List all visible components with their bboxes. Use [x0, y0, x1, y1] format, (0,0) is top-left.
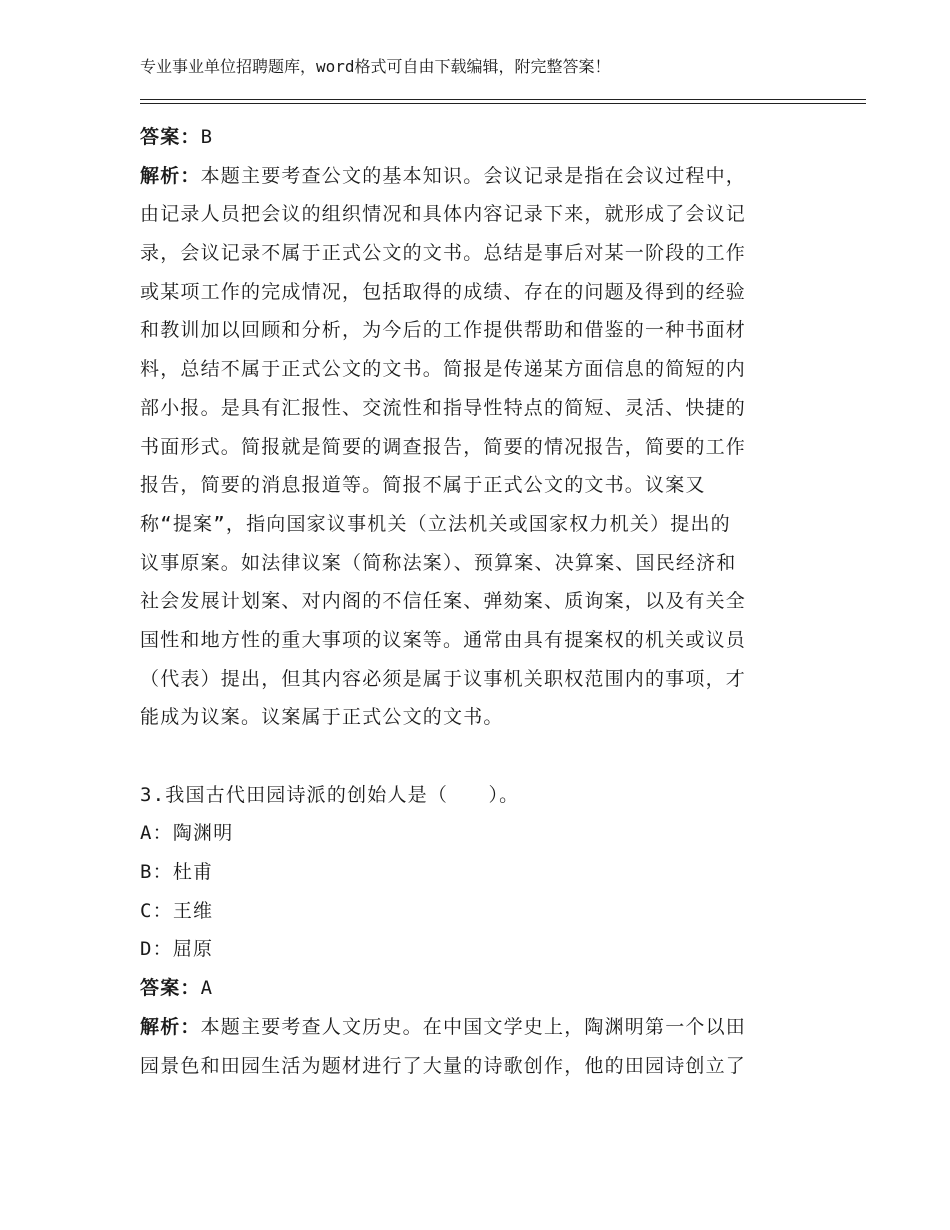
- q3-question: 3.我国古代田园诗派的创始人是（ ）。: [140, 783, 520, 806]
- option-a: A：陶渊明: [140, 822, 234, 845]
- analysis-label: 解析：: [140, 1015, 201, 1038]
- analysis-text: 本题主要考查人文历史。在中国文学史上，陶渊明第一个以田: [200, 1015, 747, 1038]
- q2-analysis-line: （代表）提出，但其内容必须是属于议事机关职权范围内的事项，才: [140, 667, 747, 690]
- q3-analysis-line: [140, 1008, 800, 1047]
- q2-analysis-line: 或某项工作的完成情况，包括取得的成绩、存在的问题及得到的经验: [140, 280, 747, 303]
- blank-line: [140, 737, 800, 776]
- q2-analysis-line: 国性和地方性的重大事项的议案等。通常由具有提案权的机关或议员: [140, 628, 747, 651]
- page-header: 专业事业单位招聘题库，word格式可自由下载编辑，附完整答案！: [140, 57, 611, 76]
- option-b: B：杜甫: [140, 861, 214, 884]
- q3-answer: [140, 969, 800, 1008]
- q3-analysis-line: 园景色和田园生活为题材进行了大量的诗歌创作，他的田园诗创立了: [140, 1054, 747, 1077]
- q2-analysis-line: 录，会议记录不属于正式公文的文书。总结是事后对某一阶段的工作: [140, 242, 747, 265]
- option-c: C：王维: [140, 899, 214, 922]
- q2-analysis-line: 由记录人员把会议的组织情况和具体内容记录下来，就形成了会议记: [140, 203, 747, 226]
- analysis-label: 解析：: [140, 164, 201, 187]
- q2-analysis-line: 书面形式。简报就是简要的调查报告，简要的情况报告，简要的工作: [140, 435, 747, 458]
- q2-analysis-line: 部小报。是具有汇报性、交流性和指导性特点的简短、灵活、快捷的: [140, 396, 747, 419]
- document-body: [140, 118, 800, 1085]
- answer-label: 答案：: [140, 977, 201, 1000]
- answer-label: 答案：: [140, 126, 201, 148]
- q2-analysis-line: 议事原案。如法律议案（简称法案）、预算案、决算案、国民经济和: [140, 551, 737, 574]
- answer-value: B: [200, 126, 214, 148]
- q2-analysis-line: 能成为议案。议案属于正式公文的文书。: [140, 706, 504, 729]
- q2-answer: [140, 118, 800, 157]
- header-divider-bottom: [140, 103, 866, 104]
- q2-analysis-line: 报告，简要的消息报道等。简报不属于正式公文的文书。议案又: [140, 474, 706, 497]
- header-divider-top: [140, 99, 866, 100]
- option-d: D：屈原: [140, 938, 214, 961]
- answer-value: A: [200, 977, 214, 1000]
- q2-analysis-line: 社会发展计划案、对内阁的不信任案、弹劾案、质询案，以及有关全: [140, 590, 747, 613]
- q2-analysis-line: 料，总结不属于正式公文的文书。简报是传递某方面信息的简短的内: [140, 358, 747, 381]
- q2-analysis-line: 称“提案”，指向国家议事机关（立法机关或国家权力机关）提出的: [140, 512, 731, 535]
- q2-analysis-line: [140, 157, 800, 196]
- q2-analysis-line: 和教训加以回顾和分析，为今后的工作提供帮助和借鉴的一种书面材: [140, 319, 747, 342]
- analysis-text: 本题主要考查公文的基本知识。会议记录是指在会议过程中，: [200, 164, 747, 187]
